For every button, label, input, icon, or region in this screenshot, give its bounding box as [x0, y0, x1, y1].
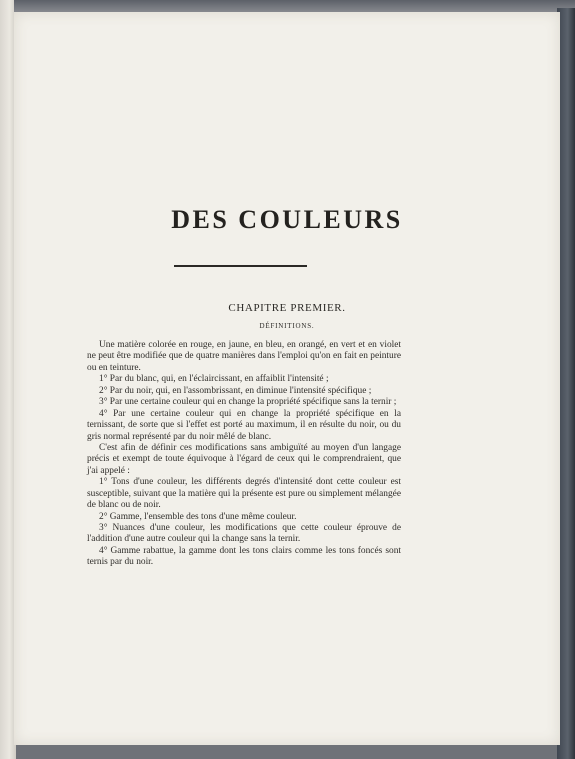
- paragraph: 2° Par du noir, qui, en l'assombrissant, en diminue l'intensité spécifique ;: [99, 385, 372, 396]
- body-text: [87, 340, 401, 569]
- title-divider: [174, 265, 307, 267]
- paragraph: 1° Par du blanc, qui, en l'éclaircissant, en affaiblit l'intensité ;: [99, 374, 329, 385]
- paragraph: 3° Nuances d'une couleur, les modifications que cette couleur éprouve de l'addition d'une autre couleur qui la change sans la ternir.: [87, 523, 401, 545]
- paragraph: 4° Par une certaine couleur qui en change la propriété spécifique en la ternissant, de sorte que si l'effet est porté au maximum, il en résulte du noir, ou du gris normal représenté par du noir mêlé de blanc.: [87, 408, 401, 442]
- paragraph: C'est afin de définir ces modifications sans ambiguïté au moyen d'un langage précis et exempt de toute équivoque à l'égard de ceux qui le comprendraient, que j'ai appelé :: [87, 443, 401, 476]
- paragraph: 1° Tons d'une couleur, les différents degrés d'intensité dont cette couleur est susceptible, suivant que la matière qui la présente est pure ou simplement mélangée de blanc ou de noir.: [87, 477, 401, 510]
- paragraph: 4° Gamme rabattue, la gamme dont les tons clairs comme les tons foncés sont ternis par du noir.: [87, 546, 401, 568]
- paragraph: Une matière colorée en rouge, en jaune, en bleu, en orangé, en vert et en violet ne peut être modifiée que de quatre manières dans l'emploi qu'on en fait en peinture ou en teinture.: [87, 340, 401, 373]
- page-title: DES COULEURS: [171, 205, 403, 234]
- book-page: [14, 12, 560, 745]
- chapter-heading: CHAPITRE PREMIER.: [228, 302, 346, 314]
- paragraph: 3° Par une certaine couleur qui en change la propriété spécifique sans la ternir ;: [99, 397, 397, 408]
- paragraph: 2° Gamme, l'ensemble des tons d'une même couleur.: [99, 511, 297, 522]
- section-heading: DÉFINITIONS.: [259, 322, 315, 330]
